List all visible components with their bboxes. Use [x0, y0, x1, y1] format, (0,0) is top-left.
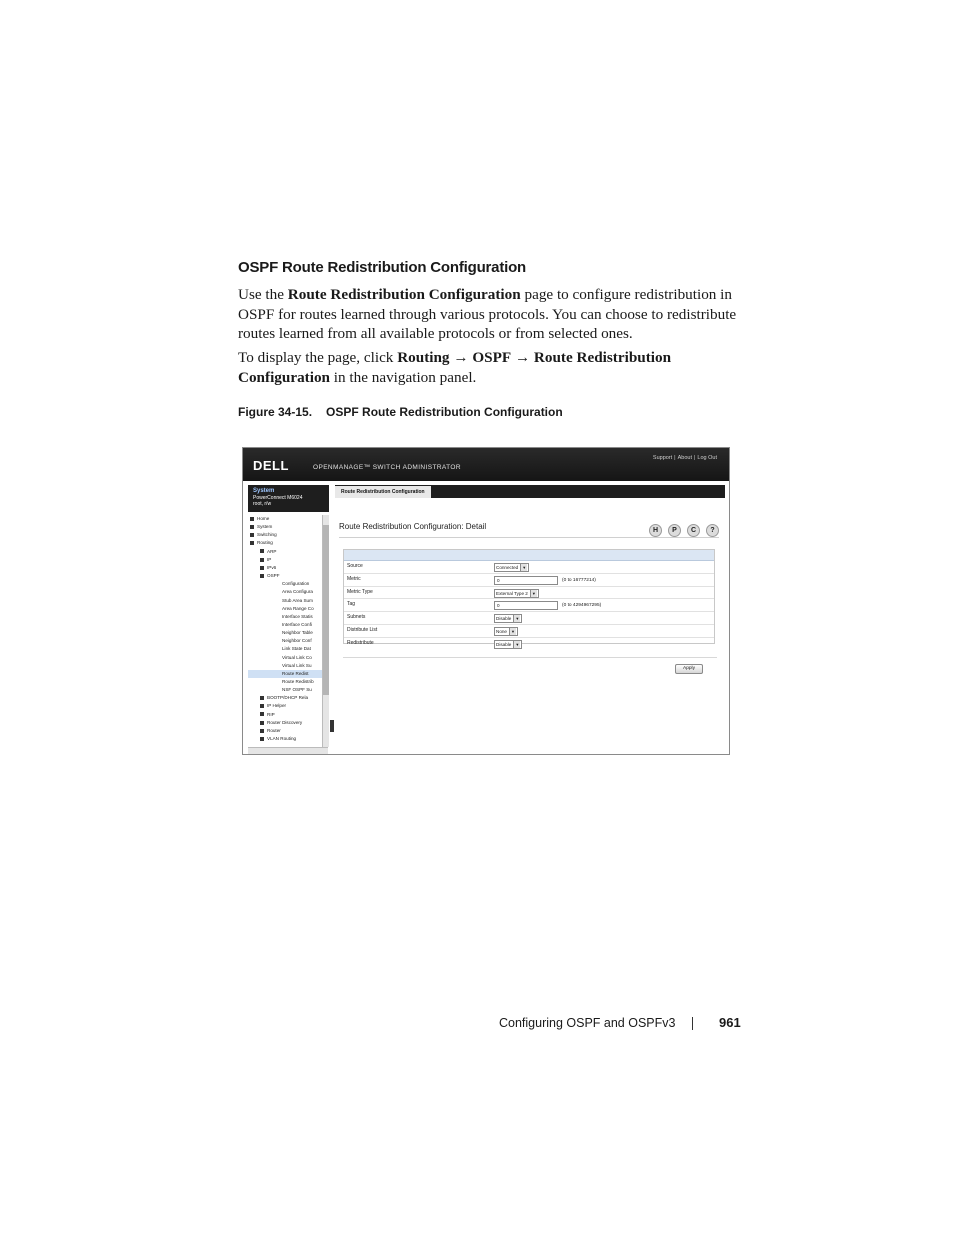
nav-item-label: Area Configura — [282, 589, 313, 595]
nav-item[interactable] — [248, 613, 322, 621]
chevron-down-icon: ▼ — [513, 641, 520, 648]
page-name-bold: Route Redistribution Configuration — [287, 286, 521, 303]
figure-caption: Figure 34-15. OSPF Route Redistribution Configuration — [238, 405, 563, 419]
nav-item[interactable] — [248, 629, 322, 637]
nav-item-label: Home — [257, 516, 270, 521]
form-row-metric — [344, 574, 714, 587]
tag-hint: (0 to 4294967295) — [562, 603, 602, 609]
expand-toggle-icon[interactable] — [260, 549, 264, 553]
source-label: Source — [347, 563, 363, 569]
logout-link[interactable]: Log Out — [697, 455, 717, 461]
chevron-down-icon: ▼ — [530, 590, 537, 597]
nav-item[interactable] — [248, 515, 322, 523]
subnets-label: Subnets — [347, 614, 366, 621]
footer-divider — [692, 1017, 693, 1030]
distribute-list-label: Distribute List — [347, 626, 378, 633]
distribute-list-select[interactable]: None ▼ — [494, 627, 518, 636]
nav-item[interactable] — [248, 523, 322, 531]
nav-item-label: Route Redist — [282, 670, 309, 676]
nav-item[interactable] — [248, 662, 322, 670]
toolbar-icons — [643, 519, 719, 537]
form-divider — [343, 657, 717, 658]
nav-item[interactable] — [248, 637, 322, 645]
page-number: 961 — [719, 1015, 741, 1030]
redistribute-select[interactable]: Disable ▼ — [494, 640, 522, 649]
expand-toggle-icon[interactable] — [250, 517, 254, 521]
dell-logo: DELL — [253, 458, 289, 473]
nav-item[interactable] — [248, 678, 322, 686]
expand-toggle-icon[interactable] — [260, 696, 264, 700]
nav-item[interactable] — [248, 621, 322, 629]
app-banner — [243, 448, 729, 481]
nav-item-label: Virtual Link Su — [282, 662, 312, 668]
expand-toggle-icon[interactable] — [250, 541, 254, 545]
nav-item-label: Link State Dat — [282, 646, 311, 652]
nav-item[interactable] — [248, 564, 322, 572]
screenshot-figure — [242, 447, 730, 755]
nav-item-label: Area Range Co — [282, 605, 314, 611]
panel-splitter[interactable] — [330, 720, 334, 732]
nav-item[interactable] — [248, 670, 322, 678]
nav-item[interactable] — [248, 719, 322, 727]
system-title[interactable]: System — [253, 488, 275, 494]
metric-type-label: Metric Type — [347, 588, 373, 595]
form-row-distribute-list — [344, 625, 714, 638]
nav-item-label: Switching — [257, 532, 277, 538]
refresh-icon[interactable]: C — [687, 524, 700, 537]
redistribute-label: Redistribute — [347, 639, 374, 646]
expand-toggle-icon[interactable] — [260, 721, 264, 725]
navigation-paragraph: To display the page, click Routing → OSPF → Route Redistribution Configuration in the navigation panel. — [238, 349, 672, 386]
nav-item[interactable] — [248, 727, 322, 735]
content-pane — [335, 498, 725, 754]
form-row-source — [344, 561, 714, 574]
nav-item-label: IPv6 — [267, 564, 277, 570]
nav-item-label: Virtual Link Co — [282, 654, 312, 660]
nav-vertical-scrollbar[interactable] — [322, 515, 329, 747]
footer-chapter-title: Configuring OSPF and OSPFv3 — [499, 1016, 676, 1030]
nav-item[interactable] — [248, 531, 322, 539]
expand-toggle-icon[interactable] — [250, 525, 254, 529]
header-links: Support | About | Log Out — [652, 455, 717, 461]
nav-item[interactable] — [248, 588, 322, 596]
metric-label: Metric — [347, 575, 361, 582]
nav-item-label: Route Redistrib — [282, 679, 314, 684]
expand-toggle-icon[interactable] — [260, 729, 264, 733]
intro-paragraph: Use the Route Redistribution Configuration page to configure redistribution in OSPF for routes learned through various protocols. You can choose to redistribute routes learned from all available protocols or from selected ones. — [238, 286, 737, 342]
tab-bar — [335, 485, 725, 498]
nav-item-label: Configuration — [282, 581, 310, 587]
title-divider — [339, 537, 719, 538]
navigation-tree — [248, 515, 322, 747]
form-row-metric-type — [344, 587, 714, 600]
form-row-subnets — [344, 612, 714, 625]
nav-item-label: Stub Area Sum — [282, 597, 313, 603]
save-icon[interactable]: H — [649, 524, 662, 537]
nav-item[interactable] — [248, 556, 322, 564]
page-title: Route Redistribution Configuration: Detail — [339, 522, 487, 531]
nav-item-label: Router — [267, 727, 281, 733]
nav-item[interactable] — [248, 645, 322, 653]
nav-item-label: VLAN Routing — [267, 736, 297, 742]
apply-button[interactable]: Apply — [675, 664, 703, 674]
nav-item-label: Neighbor Conf — [282, 638, 312, 644]
nav-item-label: BOOTP/DHCP Rela — [267, 695, 309, 701]
system-model: PowerConnect M6024 — [253, 494, 303, 501]
navigation-panel — [248, 485, 329, 754]
expand-toggle-icon[interactable] — [260, 574, 264, 578]
nav-item-label: System — [257, 524, 273, 530]
expand-toggle-icon[interactable] — [260, 737, 264, 741]
section-heading: OSPF Route Redistribution Configuration — [238, 259, 527, 276]
tab-route-redistribution[interactable]: Route Redistribution Configuration — [335, 486, 431, 498]
nav-item-label: Interface Confi — [282, 621, 312, 627]
expand-toggle-icon[interactable] — [260, 558, 264, 562]
system-user: root, r/w — [253, 501, 272, 507]
nav-item[interactable] — [248, 580, 322, 588]
expand-toggle-icon[interactable] — [250, 533, 254, 537]
product-name: OPENMANAGE™ SWITCH ADMINISTRATOR — [313, 464, 461, 471]
subnets-select[interactable]: Disable ▼ — [494, 614, 522, 623]
nav-item-label: Router Discovery — [267, 719, 303, 725]
nav-item-label: Neighbor Table — [282, 630, 313, 636]
expand-toggle-icon[interactable] — [260, 712, 264, 716]
about-link[interactable]: About — [677, 455, 692, 461]
source-select[interactable]: Connected ▼ — [494, 563, 529, 572]
form-row-tag — [344, 599, 714, 612]
chevron-down-icon: ▼ — [520, 564, 527, 571]
nav-scroll-thumb[interactable] — [323, 525, 329, 695]
metric-hint: (0 to 16777214) — [562, 577, 596, 583]
nav-item-label: ARP — [267, 548, 277, 554]
nav-item[interactable] — [248, 597, 322, 605]
nav-item-label: NSF OSPF Su — [282, 687, 312, 693]
redistribution-form — [343, 549, 715, 647]
tag-label: Tag — [347, 601, 356, 608]
nav-item-label: OSPF — [267, 573, 280, 579]
nav-item[interactable] — [248, 711, 322, 719]
print-icon[interactable]: P — [668, 524, 681, 537]
help-icon[interactable]: ? — [706, 524, 719, 537]
nav-item-label: IP Helper — [267, 703, 287, 709]
nav-item-label: IP — [267, 556, 272, 562]
nav-horizontal-scrollbar[interactable] — [248, 747, 328, 754]
nav-item[interactable] — [248, 686, 322, 694]
nav-item[interactable] — [248, 735, 322, 743]
nav-item[interactable] — [248, 694, 322, 702]
nav-item[interactable] — [248, 654, 322, 662]
nav-item-label: Interface Statis — [282, 613, 313, 619]
form-header — [344, 550, 714, 561]
metric-input[interactable]: 0 — [494, 576, 558, 585]
nav-item-label: Routing — [257, 540, 273, 546]
nav-item[interactable] — [248, 539, 322, 547]
metric-type-select[interactable]: External Type 2 ▼ — [494, 589, 539, 598]
form-row-redistribute — [344, 638, 714, 650]
nav-item[interactable] — [248, 702, 322, 710]
tag-input[interactable]: 0 — [494, 601, 558, 610]
nav-item[interactable] — [248, 572, 322, 580]
nav-item-label: RIP — [267, 711, 275, 717]
system-info — [248, 485, 329, 512]
nav-item[interactable] — [248, 605, 322, 613]
chevron-down-icon: ▼ — [509, 628, 516, 635]
support-link[interactable]: Support — [652, 455, 673, 461]
nav-item[interactable] — [248, 548, 322, 556]
expand-toggle-icon[interactable] — [260, 566, 264, 570]
expand-toggle-icon[interactable] — [260, 704, 264, 708]
chevron-down-icon: ▼ — [513, 615, 520, 622]
